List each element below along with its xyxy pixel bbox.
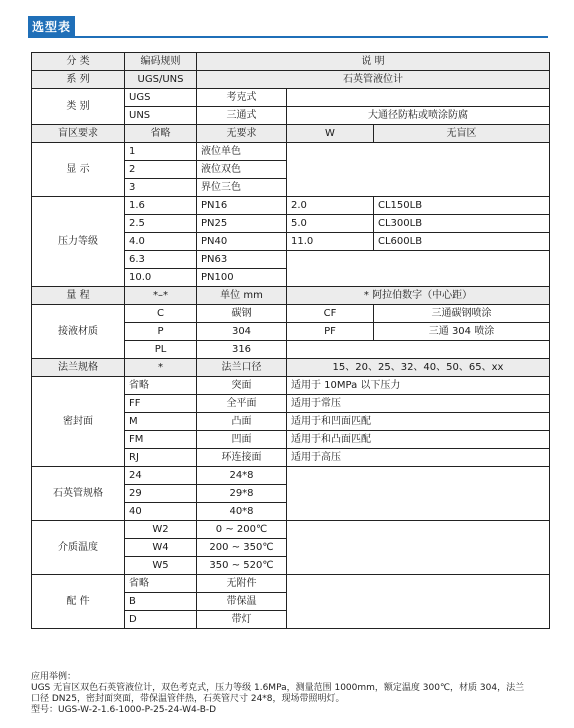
cell-code2: CF — [287, 305, 374, 323]
cell-desc: 304 — [197, 323, 287, 341]
cell-code: W2 — [125, 521, 197, 539]
cell-extra: * 阿拉伯数字（中心距） — [287, 287, 550, 305]
cell-desc: 24*8 — [197, 467, 287, 485]
cell-code: C — [125, 305, 197, 323]
cell-code: W5 — [125, 557, 197, 575]
cell-code2: 5.0 — [287, 215, 374, 233]
section-title: 选型表 — [28, 16, 75, 37]
cell-desc: 石英管液位计 — [197, 71, 550, 89]
cell-code: B — [125, 593, 197, 611]
cell-desc: 200 ~ 350℃ — [197, 539, 287, 557]
cell-desc: 考克式 — [197, 89, 287, 107]
row-label-blind: 盲区要求 — [32, 125, 125, 143]
cell-extra: 大通径防粘或喷涂防腐 — [287, 107, 550, 125]
row-label-range: 量 程 — [32, 287, 125, 305]
cell-code: 10.0 — [125, 269, 197, 287]
cell-desc: 带保温 — [197, 593, 287, 611]
cell-desc2: 三通碳钢喷涂 — [374, 305, 550, 323]
cell-extra: 适用于 10MPa 以下压力 — [287, 377, 550, 395]
cell-code: 24 — [125, 467, 197, 485]
table-row — [32, 377, 550, 395]
cell-code: 省略 — [125, 377, 197, 395]
cell-desc: 29*8 — [197, 485, 287, 503]
cell-desc: 碳钢 — [197, 305, 287, 323]
cell-desc: 无要求 — [197, 125, 287, 143]
cell-desc: 350 ~ 520℃ — [197, 557, 287, 575]
cell-desc: 316 — [197, 341, 287, 359]
cell-extra: 适用于和凹面匹配 — [287, 413, 550, 431]
row-label-flange: 法兰规格 — [32, 359, 125, 377]
cell-desc: 凸面 — [197, 413, 287, 431]
example-text-line: 口径 DN25，密封面突面，带保温管伴热，石英管尺寸 24*8，现场带照明灯。 — [31, 694, 345, 704]
cell-code: M — [125, 413, 197, 431]
cell-code: 1.6 — [125, 197, 197, 215]
table-row — [32, 575, 550, 593]
cell-code2: W — [287, 125, 374, 143]
col-header-code: 编码规则 — [125, 53, 197, 71]
cell-desc2: CL300LB — [374, 215, 550, 233]
row-label-quartz: 石英管规格 — [32, 467, 125, 521]
cell-desc: 法兰口径 — [197, 359, 287, 377]
cell-code: 4.0 — [125, 233, 197, 251]
row-label-material: 接液材质 — [32, 305, 125, 359]
cell-code: UNS — [125, 107, 197, 125]
row-label-pressure: 压力等级 — [32, 197, 125, 287]
cell-desc: 液位单色 — [197, 143, 287, 161]
cell-code: PL — [125, 341, 197, 359]
row-label-temp: 介质温度 — [32, 521, 125, 575]
cell-desc: PN100 — [197, 269, 287, 287]
cell-code: 2.5 — [125, 215, 197, 233]
cell-desc2: 无盲区 — [374, 125, 550, 143]
row-label-accessory: 配 件 — [32, 575, 125, 629]
cell-code: *–* — [125, 287, 197, 305]
cell-desc: 凹面 — [197, 431, 287, 449]
table-row — [32, 359, 550, 377]
cell-desc: 40*8 — [197, 503, 287, 521]
cell-desc: 环连接面 — [197, 449, 287, 467]
table-row — [32, 197, 550, 215]
table-row — [32, 467, 550, 485]
cell-code: UGS/UNS — [125, 71, 197, 89]
cell-code: * — [125, 359, 197, 377]
cell-code: 29 — [125, 485, 197, 503]
cell-code: FM — [125, 431, 197, 449]
table-row — [32, 89, 550, 107]
cell-desc: 三通式 — [197, 107, 287, 125]
selection-table — [31, 52, 550, 629]
table-row — [32, 305, 550, 323]
model-code: 型号：UGS-W-2-1.6-1000-P-25-24-W4-B-D — [31, 705, 217, 715]
cell-code: 省略 — [125, 125, 197, 143]
row-label-seal: 密封面 — [32, 377, 125, 467]
cell-code: 2 — [125, 161, 197, 179]
cell-code: FF — [125, 395, 197, 413]
cell-desc2: 三通 304 喷涂 — [374, 323, 550, 341]
cell-desc: 液位双色 — [197, 161, 287, 179]
col-header-desc: 说 明 — [197, 53, 550, 71]
cell-desc2: CL150LB — [374, 197, 550, 215]
cell-desc: 界位三色 — [197, 179, 287, 197]
cell-code: 40 — [125, 503, 197, 521]
table-row — [32, 125, 550, 143]
cell-code: D — [125, 611, 197, 629]
cell-code: UGS — [125, 89, 197, 107]
cell-desc: 0 ~ 200℃ — [197, 521, 287, 539]
cell-extra: 适用于高压 — [287, 449, 550, 467]
cell-desc: 带灯 — [197, 611, 287, 629]
example-text-line: UGS 无盲区双色石英管液位计，双色考克式，压力等级 1.6MPa，测量范围 1000mm，额定温度 300℃，材质 304，法兰 — [31, 683, 525, 693]
cell-desc: PN63 — [197, 251, 287, 269]
application-example — [31, 672, 551, 716]
cell-desc: 全平面 — [197, 395, 287, 413]
cell-desc: 单位 mm — [197, 287, 287, 305]
cell-desc: PN16 — [197, 197, 287, 215]
cell-code: 3 — [125, 179, 197, 197]
cell-code: P — [125, 323, 197, 341]
cell-code: 1 — [125, 143, 197, 161]
row-label-type: 类 别 — [32, 89, 125, 125]
cell-code2: PF — [287, 323, 374, 341]
cell-desc: 突面 — [197, 377, 287, 395]
example-heading: 应用举例： — [31, 672, 77, 682]
row-label-series: 系 列 — [32, 71, 125, 89]
cell-code: 6.3 — [125, 251, 197, 269]
table-header-row — [32, 53, 550, 71]
table-row — [32, 71, 550, 89]
cell-extra: 适用于常压 — [287, 395, 550, 413]
cell-desc: PN40 — [197, 233, 287, 251]
cell-code2: 2.0 — [287, 197, 374, 215]
cell-desc2: CL600LB — [374, 233, 550, 251]
cell-code2: 11.0 — [287, 233, 374, 251]
cell-extra: 适用于和凸面匹配 — [287, 431, 550, 449]
table-row — [32, 143, 550, 161]
cell-desc: 无附件 — [197, 575, 287, 593]
cell-extra: 15、20、25、32、40、50、65、xx — [287, 359, 550, 377]
row-label-display: 显 示 — [32, 143, 125, 197]
col-header-category: 分 类 — [32, 53, 125, 71]
cell-code: RJ — [125, 449, 197, 467]
cell-desc: PN25 — [197, 215, 287, 233]
table-row — [32, 287, 550, 305]
header-rule — [28, 36, 548, 38]
cell-code: 省略 — [125, 575, 197, 593]
table-row — [32, 521, 550, 539]
cell-code: W4 — [125, 539, 197, 557]
